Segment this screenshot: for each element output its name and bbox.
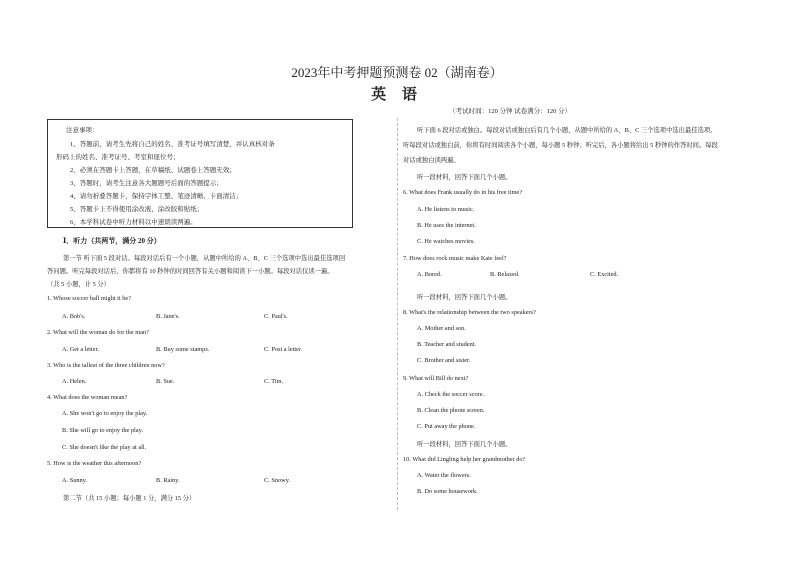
option-c: C. Post a letter. — [264, 346, 303, 353]
question-10: 10. What did Lingling help her grandmother do? — [403, 456, 526, 463]
option-a: A. Mother and son. — [417, 325, 466, 332]
listen-instruction: 听一段材料，回答下面几个小题。 — [417, 294, 512, 301]
option-b: B. Sue. — [156, 378, 175, 385]
exam-title: 2023年中考押题预测卷 02（湖南卷） — [291, 65, 503, 80]
option-a: A. Bored. — [417, 271, 442, 278]
notice-line: 2、必须在答题卡上答题，在草稿纸、试题卷上答题无效； — [70, 167, 236, 174]
option-a: A. She won't go to enjoy the play. — [62, 410, 148, 417]
part1-intro-line: 答问题。听完每段对话后，你都将有 10 秒钟的时间回答有关小题和阅读下一小题。每段对话仅读一遍。 — [47, 268, 334, 275]
option-b: B. Rainy. — [156, 477, 180, 484]
part2-intro-line: 听每段对话或独白前，你将有时间阅读各个小题，每小题 5 秒钟；听完后，各小题将给出 5 秒钟的作答时间。每段 — [403, 142, 718, 149]
question-2: 2. What will the woman do for the man? — [47, 329, 149, 336]
notice-line: 形码上的姓名、准考证号、考室和座位号； — [56, 154, 180, 161]
notice-heading: 注意事项： — [66, 127, 99, 134]
section-listening: Ⅰ．听力（共两节，满分 20 分） — [63, 237, 161, 245]
option-b: B. He uses the internet. — [417, 222, 476, 229]
option-a: A. Get a letter. — [62, 346, 99, 353]
option-c: C. Snowy. — [264, 477, 291, 484]
question-9: 9. What will Bill do next? — [403, 375, 469, 382]
option-b: B. Do some housework. — [417, 488, 478, 495]
option-b: B. Buy some stamps. — [156, 346, 210, 353]
notice-box — [47, 119, 353, 228]
option-c: C. Brother and sister. — [417, 357, 471, 364]
part2-heading: 第二节（共 15 小题；每小题 1 分，满分 15 分） — [63, 495, 196, 502]
option-a: A. Check the soccer score. — [417, 391, 485, 398]
part2-intro-line: 对话或独白读两遍。 — [403, 157, 460, 164]
option-a: A. Water the flowers. — [417, 472, 471, 479]
question-8: 8. What's the relationship between the two speakers? — [403, 309, 536, 316]
option-c: C. Put away the phone. — [417, 423, 476, 430]
column-divider — [397, 118, 398, 510]
part1-intro-line: 第一节 听下面 5 段对话。每段对话后有一个小题，从题中所给的 A、B、C 三个选项中选出最佳选项回 — [63, 255, 346, 262]
listen-instruction: 听一段材料，回答下面几个小题。 — [417, 441, 512, 448]
option-c: C. He watches movies. — [417, 238, 475, 245]
option-b: B. She will go to enjoy the play. — [62, 427, 143, 434]
question-3: 3. Who is the tallest of the three children now? — [47, 362, 165, 369]
option-b: B. Relaxed. — [490, 271, 520, 278]
notice-line: 1、答题前，请考生先将自己的姓名、准考证号填写清楚，并认真核对条 — [70, 141, 275, 148]
question-7: 7. How does rock music make Kate feel? — [403, 255, 507, 262]
part2-intro-line: 听下面 6 段对话或独白。每段对话或独白后有几个小题，从题中所给的 A、B、C 三个选项中选出最佳选项。 — [417, 127, 717, 134]
notice-line: 4、请勿折叠答题卡，保持字体工整、笔迹清晰、卡面清洁； — [70, 193, 243, 200]
option-c: C. Tim. — [264, 378, 284, 385]
option-a: A. He listens to music. — [417, 206, 475, 213]
listen-instruction: 听一段材料，回答下面几个小题。 — [417, 174, 512, 181]
exam-meta: （考试时间：120 分钟 试卷满分：120 分） — [449, 108, 571, 115]
part1-intro-line: （共 5 小题，计 5 分） — [47, 281, 110, 288]
question-4: 4. What does the woman mean? — [47, 394, 128, 401]
option-c: C. She doesn't like the play at all. — [62, 444, 147, 451]
notice-line: 5、答题卡上不得使用涂改液、涂改胶和贴纸； — [70, 206, 204, 213]
question-6: 6. What does Frank usually do in his free time? — [403, 189, 523, 196]
notice-line: 3、答题时，请考生注意各大题题号后面的答题提示； — [70, 180, 223, 187]
notice-line: 6、本学科试卷中听力材料以中速朗读两遍。 — [70, 219, 197, 226]
option-b: B. Teacher and student. — [417, 341, 477, 348]
option-a: A. Sunny. — [62, 477, 87, 484]
option-b: B. Clean the phone screen. — [417, 407, 485, 414]
question-1: 1. Whose soccer ball might it be? — [47, 295, 131, 302]
subject-heading: 英 语 — [371, 87, 423, 103]
option-a: A. Helen. — [62, 378, 87, 385]
option-c: C. Paul's. — [264, 313, 288, 320]
question-5: 5. How is the weather this afternoon? — [47, 460, 142, 467]
option-a: A. Bob's. — [62, 313, 86, 320]
option-c: C. Excited. — [590, 271, 619, 278]
option-b: B. Jane's. — [156, 313, 180, 320]
